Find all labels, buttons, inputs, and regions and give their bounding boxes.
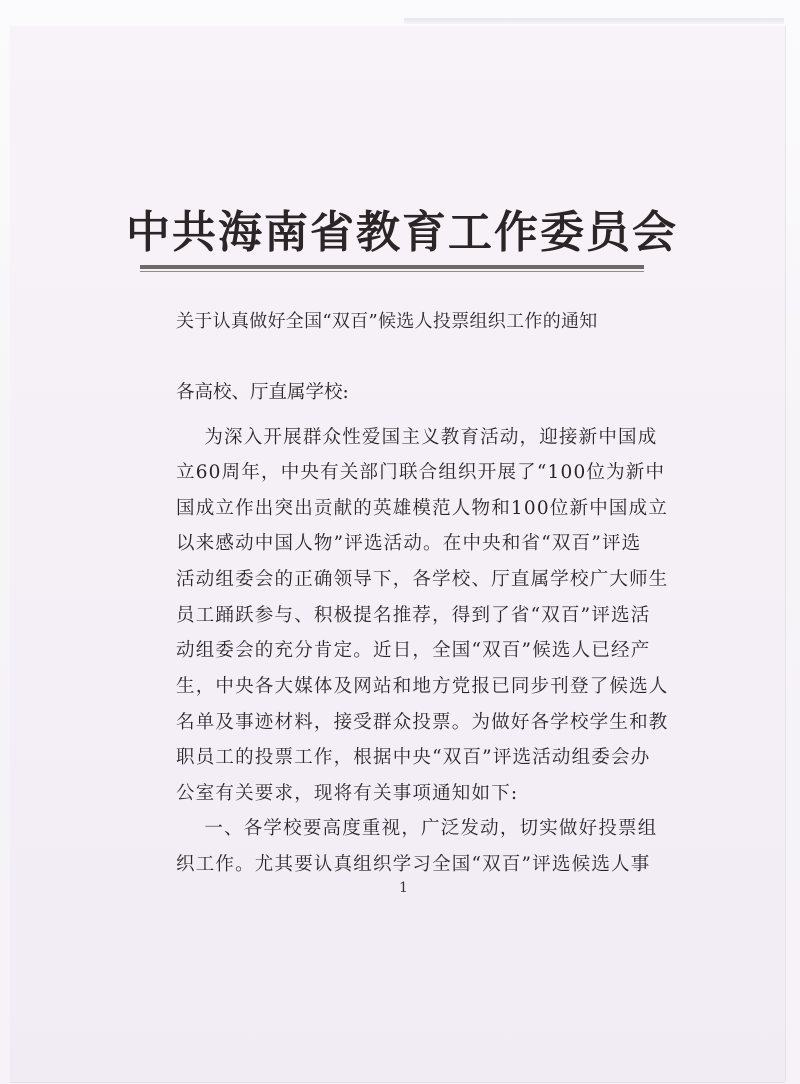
body-line: 名单及事迹材料，接受群众投票。为做好各学校学生和教 <box>176 712 669 733</box>
salutation: 各高校、厅直属学校: <box>176 382 349 403</box>
body-line: 职员工的投票工作，根据中央“双百”评选活动组委会办 <box>176 747 651 768</box>
body-line: 为深入开展群众性爱国主义教育活动，迎接新中国成 <box>176 427 658 448</box>
body-line: 立60周年，中央有关部门联合组织开展了“100位为新中 <box>176 462 666 483</box>
body-line: 公室有关要求，现将有关事项通知如下: <box>176 783 519 804</box>
header-rule-thin <box>140 271 644 272</box>
body-line: 一、各学校要高度重视，广泛发动，切实做好投票组 <box>176 818 658 839</box>
page-number: 1 <box>399 880 408 896</box>
issuing-organization-header: 中共海南省教育工作委员会 <box>126 207 678 258</box>
header-rule-thick <box>140 265 644 269</box>
body-line: 以来感动中国人物”评选活动。在中央和省“双百”评选 <box>176 533 642 554</box>
body-line: 动组委会的充分肯定。近日，全国“双百”候选人已经产 <box>176 640 651 661</box>
body-line: 员工踊跃参与、积极提名推荐，得到了省“双百”评选活 <box>176 605 651 626</box>
document-title: 关于认真做好全国“双百”候选人投票组织工作的通知 <box>176 311 598 332</box>
body-line: 国成立作出突出贡献的英雄模范人物和100位新中国成立 <box>176 498 669 519</box>
body-line: 生，中央各大媒体及网站和地方党报已同步刊登了候选人 <box>176 676 669 697</box>
paper-edge <box>404 18 784 24</box>
body-line: 活动组委会的正确领导下，各学校、厅直属学校广大师生 <box>176 569 669 590</box>
body-line: 织工作。尤其要认真组织学习全国“双百”评选候选人事 <box>176 854 651 875</box>
